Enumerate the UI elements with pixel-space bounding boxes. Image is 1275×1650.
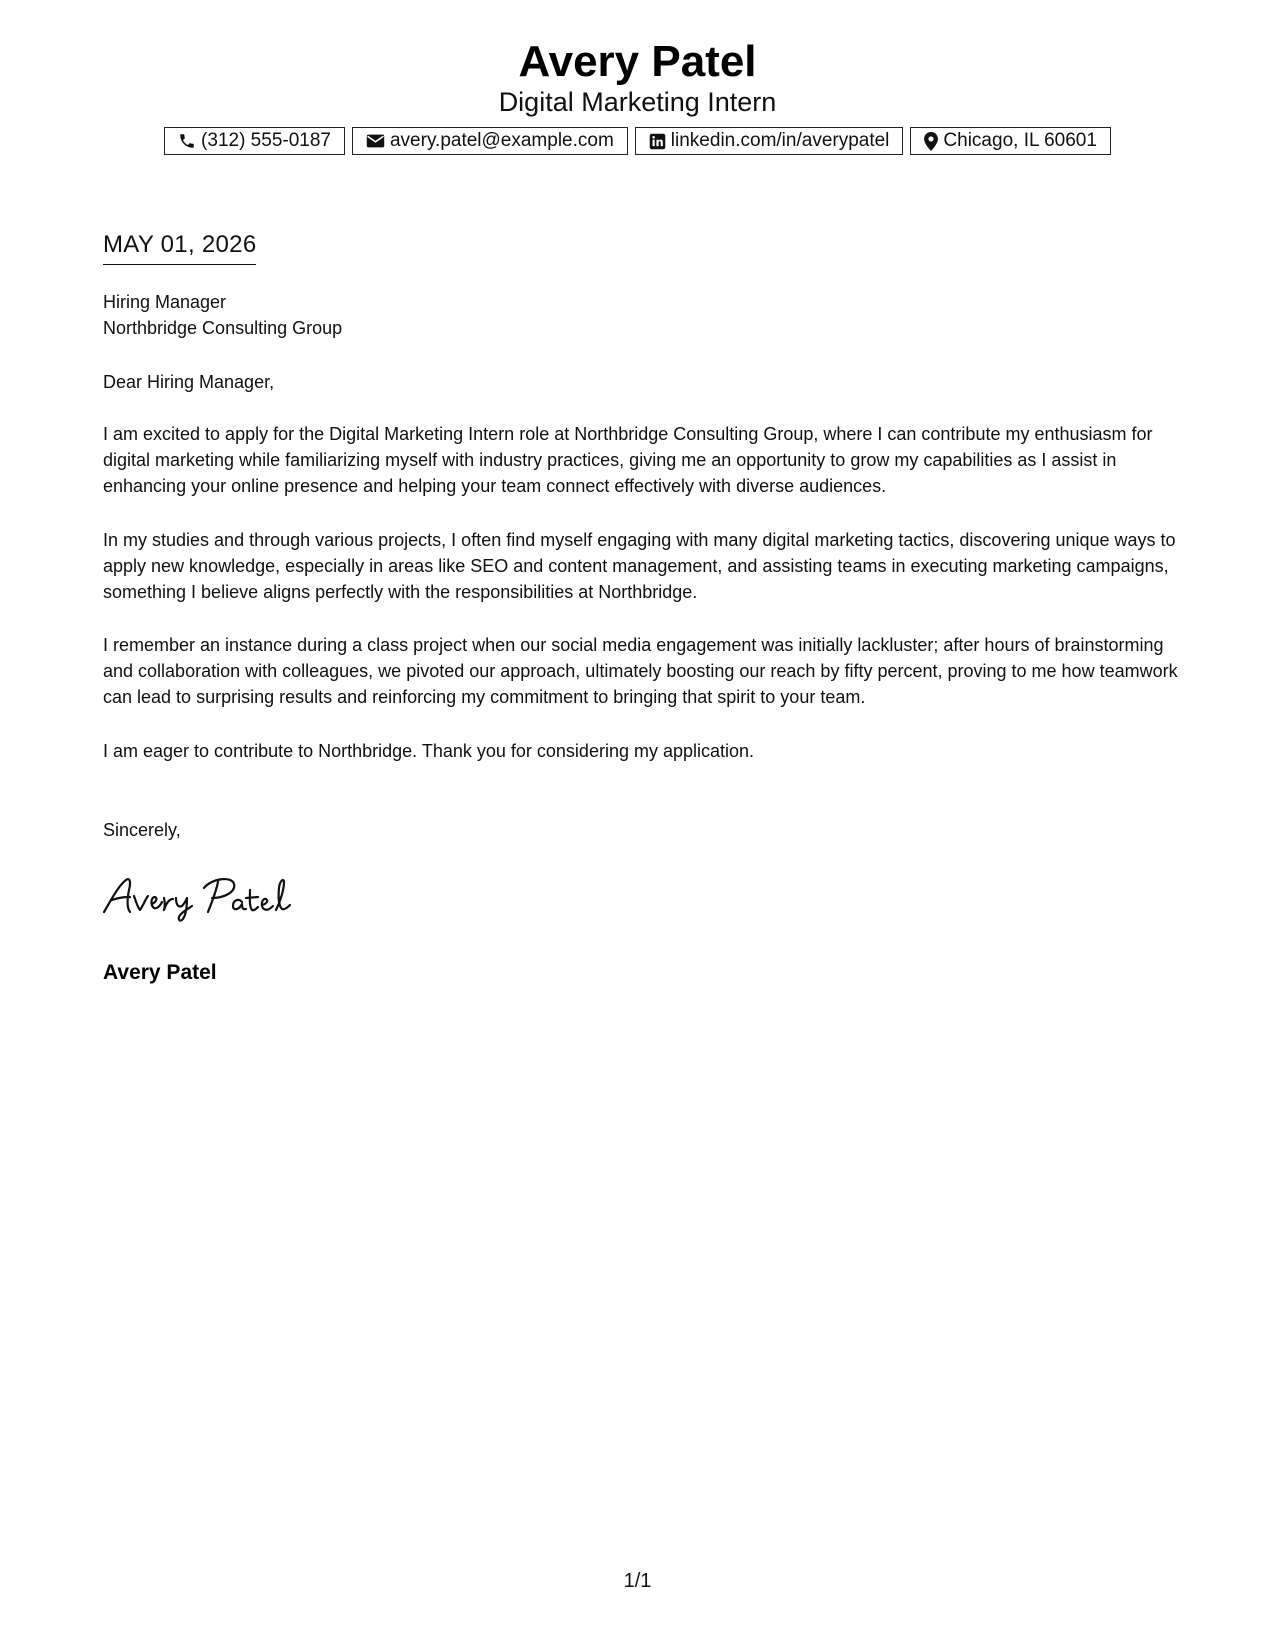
recipient-block — [103, 289, 1183, 341]
contact-email-text: avery.patel@example.com — [389, 130, 614, 151]
handwritten-signature — [100, 872, 310, 927]
signer-name: Avery Patel — [103, 961, 217, 984]
recipient-title: Hiring Manager — [103, 292, 227, 312]
recipient-company: Northbridge Consulting Group — [103, 318, 343, 338]
contact-location[interactable] — [910, 127, 1111, 155]
applicant-name: Avery Patel — [518, 37, 757, 86]
map-marker-icon — [924, 132, 938, 151]
body-paragraph: I am excited to apply for the Digital Marketing Intern role at Northbridge Consulting Group, where I can contribute my enthusiasm for digital marketing while familiarizing myself with industry practices, giving me an opportunity to grow my capabilities as I assist in enhancing your online presence and helping your team connect effectively with diverse audiences. — [103, 424, 1153, 496]
letter-date: MAY 01, 2026 — [103, 230, 256, 265]
body-paragraph: I am eager to contribute to Northbridge. Thank you for considering my application. — [103, 741, 755, 761]
contact-linkedin-text: linkedin.com/in/averypatel — [670, 130, 890, 151]
applicant-title: Digital Marketing Intern — [498, 87, 777, 117]
salutation: Dear Hiring Manager, — [103, 372, 275, 392]
body-paragraph: In my studies and through various projects, I often find myself engaging with many digital marketing tactics, discovering unique ways to apply new knowledge, especially in areas like SEO and content management, and assisting teams in executing marketing campaigns, something I believe aligns perfectly with the responsibilities at Northbridge. — [103, 530, 1176, 602]
phone-icon — [178, 132, 196, 150]
contact-linkedin[interactable] — [635, 127, 904, 155]
contact-bar — [0, 127, 1275, 155]
body-paragraph: I remember an instance during a class project when our social media engagement was initially lackluster; after hours of brainstorming and collaboration with colleagues, we pivoted our approach, ultimately boosting our reach by fifty percent, proving to me how teamwork can lead to surprising results and reinforcing my commitment to bringing that spirit to your team. — [103, 635, 1178, 707]
envelope-icon — [366, 133, 385, 149]
contact-phone[interactable] — [164, 127, 345, 155]
contact-email[interactable] — [352, 127, 628, 155]
page-indicator: 1/1 — [623, 1570, 652, 1592]
contact-location-text: Chicago, IL 60601 — [943, 130, 1097, 151]
contact-phone-text: (312) 555-0187 — [201, 130, 331, 151]
closing: Sincerely, — [103, 820, 181, 840]
linkedin-icon — [649, 133, 666, 150]
